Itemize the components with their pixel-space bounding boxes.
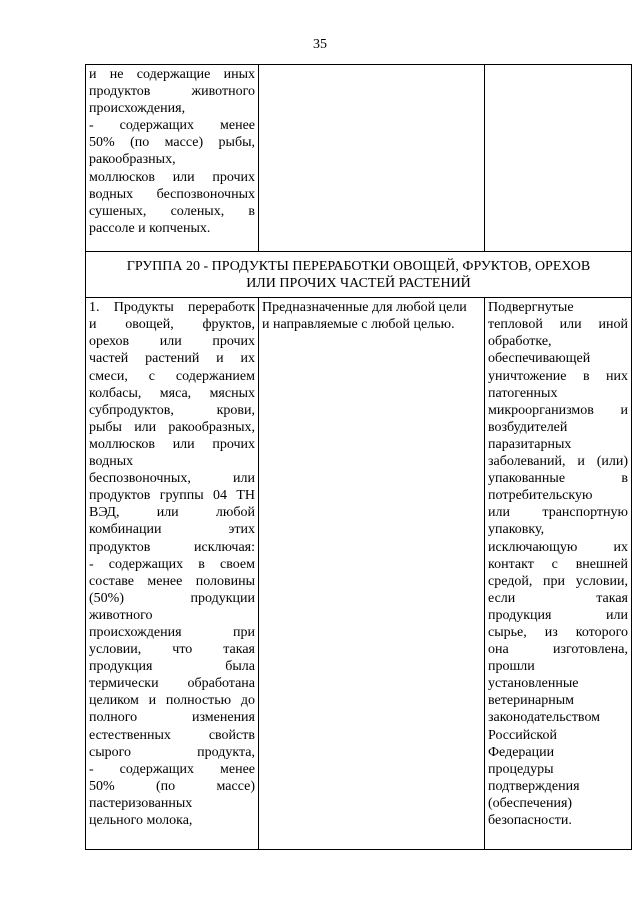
text-line: средой, при условии, bbox=[488, 573, 628, 589]
text-line: пастеризованных bbox=[89, 795, 193, 811]
text-line: паразитарных bbox=[488, 436, 572, 452]
text-line: цельного молока, bbox=[89, 813, 193, 828]
text-line: контакт с внешней bbox=[488, 556, 628, 572]
text-line: потребительскую bbox=[488, 488, 593, 504]
text-line: орехов или прочих bbox=[89, 334, 255, 350]
text-line: сушеных, соленых, в bbox=[89, 203, 255, 219]
text-line: животного bbox=[89, 607, 153, 623]
text-line: субпродуктов, крови, bbox=[89, 402, 255, 418]
text-line: установленные bbox=[488, 676, 579, 692]
text-line: продукция была bbox=[89, 659, 255, 675]
text-line: 50% (по массе) bbox=[89, 778, 255, 794]
text-line: и направляемые с любой целью. bbox=[262, 317, 455, 333]
text-line: происхождения, bbox=[89, 101, 186, 117]
purpose-cell bbox=[259, 298, 485, 850]
text-line: моллюсков или прочих bbox=[89, 436, 255, 452]
text-line: заболеваний, и (или) bbox=[488, 454, 628, 470]
group-header-row bbox=[86, 252, 632, 298]
text-line: Предназначенные для любой цели bbox=[262, 300, 467, 316]
text-line: (обеспечения) bbox=[488, 795, 573, 811]
product-description-cell bbox=[86, 298, 259, 850]
continuation-row bbox=[86, 65, 632, 252]
text-line: составе менее половины bbox=[89, 573, 255, 589]
page-number: 35 bbox=[313, 37, 327, 52]
regulation-table bbox=[85, 64, 632, 850]
text-line: продуктов животного bbox=[89, 84, 255, 100]
text-line: исключающую их bbox=[488, 539, 628, 555]
text-line: безопасности. bbox=[488, 813, 572, 828]
text-line: тепловой или иной bbox=[488, 317, 628, 333]
text-line: Федерации bbox=[488, 744, 555, 760]
text-line: продукция или bbox=[488, 607, 628, 623]
text-line: колбасы, мяса, мясных bbox=[89, 385, 255, 401]
text-line: патогенных bbox=[488, 385, 558, 401]
text-line: частей растений и их bbox=[89, 351, 255, 367]
text-line: продуктов исключая: bbox=[89, 539, 255, 555]
text-line: комбинации этих bbox=[89, 522, 255, 538]
text-line: 50% (по массе) рыбы, bbox=[89, 135, 255, 151]
text-line: 1. Продукты переработк bbox=[89, 300, 255, 316]
text-line: продуктов группы 04 ТН bbox=[89, 488, 255, 504]
group-title bbox=[86, 252, 632, 298]
text-line: упакованные в bbox=[488, 471, 628, 487]
text-line: рассоле и копченых. bbox=[89, 220, 211, 236]
text-line: уничтожение в них bbox=[488, 368, 628, 384]
text-line: Российской bbox=[488, 727, 557, 743]
group-title-line: ИЛИ ПРОЧИХ ЧАСТЕЙ РАСТЕНИЙ bbox=[246, 276, 471, 292]
text-line: смеси, с содержанием bbox=[89, 368, 255, 384]
text-line: и не содержащие иных bbox=[89, 67, 255, 82]
text-line: обеспечивающей bbox=[488, 351, 591, 367]
text-line: законодательством bbox=[488, 710, 601, 726]
text-line: упаковку, bbox=[488, 522, 545, 538]
text-line: условии, что такая bbox=[89, 642, 255, 658]
condition-cell bbox=[485, 298, 632, 850]
continuation-purpose-cell bbox=[259, 65, 485, 252]
text-line: Подвергнутые bbox=[488, 300, 574, 316]
text-line: или транспортную bbox=[488, 505, 628, 521]
text-line: водных беспозвоночных bbox=[89, 186, 255, 202]
text-line: - содержащих менее bbox=[89, 118, 255, 134]
text-line: беспозвоночных, или bbox=[89, 471, 255, 487]
text-line: сырье, из которого bbox=[488, 624, 628, 640]
text-line: прошли bbox=[488, 659, 535, 675]
group-title-line: ГРУППА 20 - ПРОДУКТЫ ПЕРЕРАБОТКИ ОВОЩЕЙ, ФРУКТОВ, ОРЕХОВ bbox=[126, 259, 591, 274]
text-line: - содержащих в своем bbox=[89, 556, 255, 572]
continuation-condition-cell bbox=[485, 65, 632, 252]
text-line: ветеринарным bbox=[488, 693, 575, 709]
text-line: водных bbox=[89, 454, 134, 470]
text-line: ракообразных, bbox=[89, 152, 176, 168]
text-line: моллюсков или прочих bbox=[89, 169, 255, 185]
text-line: обработке, bbox=[488, 334, 552, 350]
text-line: естественных свойств bbox=[89, 727, 255, 743]
text-line: она изготовлена, bbox=[488, 642, 628, 658]
text-line: сырого продукта, bbox=[89, 744, 255, 760]
text-line: целиком и полностью до bbox=[89, 693, 255, 709]
text-line: полного изменения bbox=[89, 710, 255, 726]
text-line: - содержащих менее bbox=[89, 761, 255, 777]
text-line: происхождения при bbox=[89, 624, 255, 640]
text-line: рыбы или ракообразных, bbox=[89, 419, 255, 435]
text-line: и овощей, фруктов, bbox=[89, 317, 255, 333]
text-line: (50%) продукции bbox=[89, 590, 255, 606]
text-line: возбудителей bbox=[488, 419, 568, 435]
text-line: подтверждения bbox=[488, 778, 580, 794]
text-line: термически обработана bbox=[89, 676, 255, 692]
text-line: если такая bbox=[488, 590, 628, 606]
product-row bbox=[86, 298, 632, 850]
continuation-product-cell bbox=[86, 65, 259, 252]
text-line: микроорганизмов и bbox=[488, 402, 628, 418]
text-line: ВЭД, или любой bbox=[89, 505, 255, 521]
text-line: процедуры bbox=[488, 761, 554, 777]
